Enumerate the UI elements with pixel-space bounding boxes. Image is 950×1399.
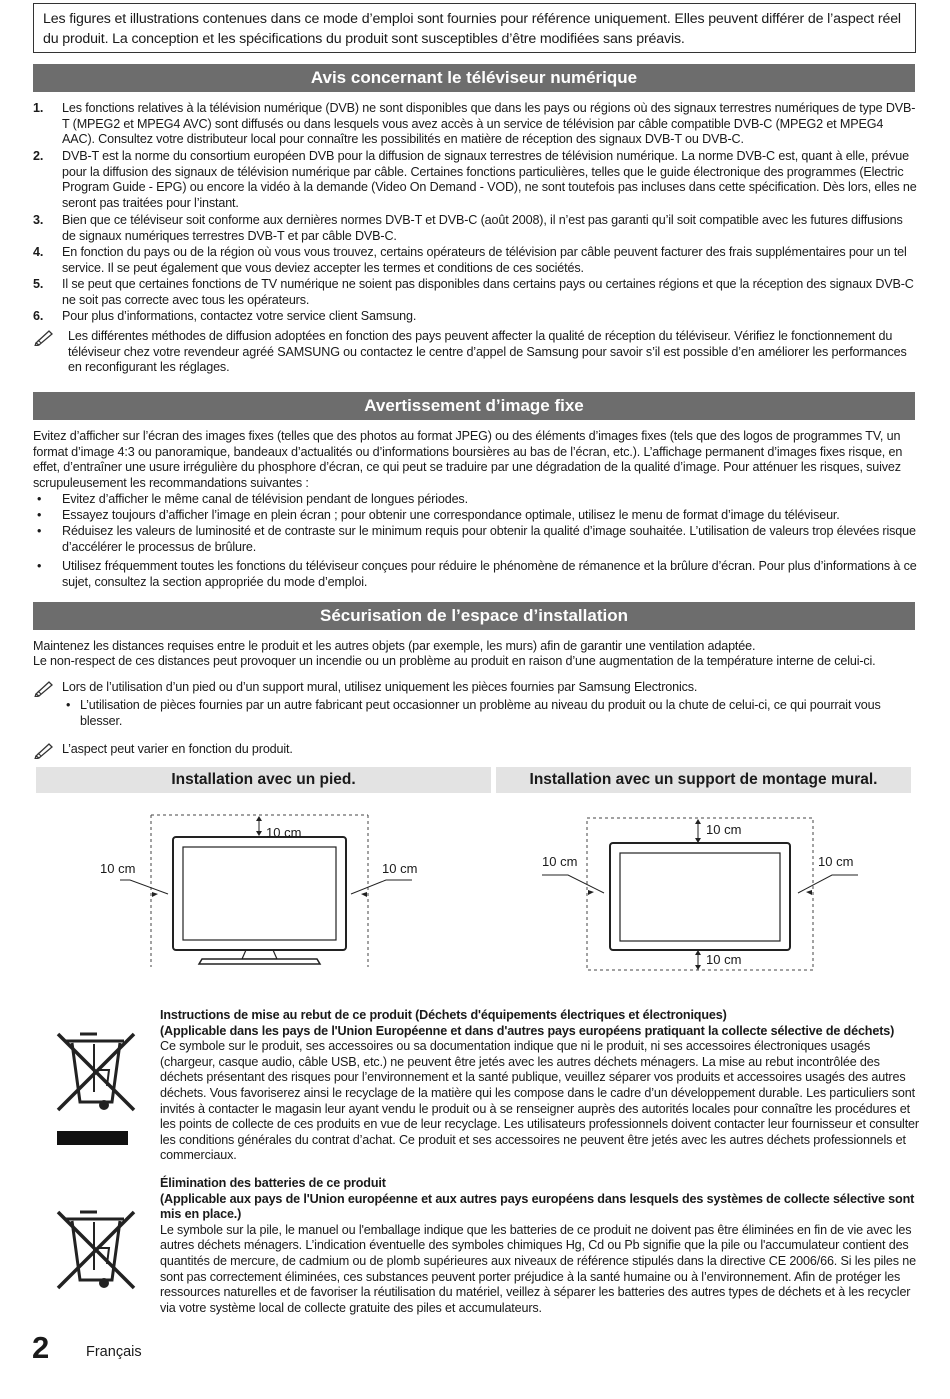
list-item	[33, 101, 917, 148]
wall-left-distance: 10 cm	[542, 854, 578, 869]
note-text: L’aspect peut varier en fonction du produit.	[62, 742, 293, 756]
list-item	[33, 277, 917, 308]
list-item	[33, 245, 917, 276]
battery-body: Le symbole sur la pile, le manuel ou l'emballage indique que les batteries de ce produit ne doivent pas être éliminées en fin de vie avec les autres déchets ménagers. L’indication éventuelle des symboles chimiques Hg, Cd ou Pb signifie que la pile ou l'accumulateur contient des quantités de mercure, de cadmium ou de plomb supérieures aux niveaux de référence stipulés dans la directive CE 2006/66. Si les piles ne sont pas correctement éliminées, ces substances peuvent porter préjudice à la santé humaine ou à l’environnement. Afin de protéger les ressources naturelles et de favoriser la réutilisation du matériel, veillez à séparer les batteries des autres types de déchets et à les recycler via votre système local de collecte gratuite des piles et accumulateurs.	[160, 1222, 916, 1315]
wall-top-distance: 10 cm	[706, 822, 742, 837]
item-number: 3.	[33, 213, 44, 227]
item-text: Les fonctions relatives à la télévision numérique (DVB) ne sont disponibles que dans les pays ou régions où des signaux terrestres numériques de type DVB-T (MPEG2 et MPEG4 AVC) sont diffusés ou dans lesquels vous avez accès à un service de télévision par câble compatible DVB-C (MPEG2 et MPEG4 AAC). Consultez votre distributeur local pour connaître les possibilités en matière de réception des signaux DVB-T ou DVB-C.	[62, 101, 916, 147]
stand-left-distance: 10 cm	[100, 861, 136, 876]
bullet: •	[37, 508, 42, 522]
stand-top-distance: 10 cm	[266, 825, 302, 840]
battery-section	[160, 1176, 920, 1316]
item-text: Essayez toujours d’afficher l’image en plein écran ; pour obtenir une correspondance optimale, utilisez le menu de format d’image du téléviseur.	[62, 508, 840, 522]
crossed-out-bin-icon	[52, 1022, 142, 1148]
still-image-intro: Evitez d’afficher sur l’écran des images fixes (telles que des photos au format JPEG) ou des éléments d’images fixes (tels que des logos de programmes TV, un format d’image 4:3 ou panoramique, bandeaux d’actualités ou d’informations boursières au bas de l’écran, etc.). L’affichage permanent d’images fixes risque, en effet, d’entraîner une usure irrégulière du phosphore d’écran, ce qui peut se traduire par une dégradation de la qualité d’image. Pour atténuer les risques, suivez scrupuleusement les recommandations suivantes :	[33, 429, 903, 490]
item-text: Bien que ce téléviseur soit conforme aux dernières normes DVB-T et DVB-C (août 2008), il n’est pas garanti qu’il soit compatible avec les futures diffusions de signaux numériques terrestres DVB-T et par câble DVB-C.	[62, 213, 903, 243]
stand-installation-title: Installation avec un pied.	[36, 767, 491, 793]
wall-right-distance: 10 cm	[818, 854, 854, 869]
item-text: Pour plus d’informations, contactez votre service client Samsung.	[62, 309, 417, 323]
list-item	[33, 559, 917, 590]
item-number: 5.	[33, 277, 44, 291]
list-item	[33, 149, 917, 211]
section-title-installation: Sécurisation de l’espace d’installation	[33, 602, 915, 630]
bullet: •	[37, 559, 42, 573]
wall-bottom-distance: 10 cm	[706, 952, 742, 967]
bullet: •	[66, 698, 71, 712]
item-text: DVB-T est la norme du consortium européen DVB pour la diffusion de signaux terrestres de télévision numérique. La norme DVB-C est, quant à elle, prévue pour la diffusion des signaux de télévision numérique par câble. Certaines fonctions particulières, telles que le guide électronique des programmes (Electric Program Guide - EPG) ou encore la vidéo à la demande (Video On Demand - VOD), ne sont toutefois pas incluses dans cette spécification. Dès lors, elles ne seront pas traitées pour l’instant.	[62, 149, 917, 210]
weee-title: Instructions de mise au rebut de ce produit (Déchets d'équipements électriques et électroniques)	[160, 1008, 727, 1022]
weee-body: Ce symbole sur le produit, ses accessoires ou sa documentation indique que ni le produit, ni ses accessoires électroniques usagés (chargeur, casque audio, câble USB, etc.) ne peuvent être jetés avec les autres déchets ménagers. La mise au rebut incontrôlée des déchets présentant des risques pour l’environnement et la santé publique, veuillez séparer vos produits et accessoires usagés des autres déchets. Vous favoriserez ainsi le recyclage de la matière qui les compose dans le cadre d’un développement durable. Les particuliers sont invités à contacter le magasin leur ayant vendu le produit ou à se renseigner auprès des autorités locales pour connaître les procédures et les points de collecte de ces produits en vue de leur recyclage. Les utilisateurs professionnels doivent contacter leur fournisseur et consulter les conditions générales du contrat d’achat. Ce produit et ses accessoires ne peuvent être jetés avec les autres déchets professionnels et commerciaux.	[160, 1039, 919, 1163]
item-number: 2.	[33, 149, 44, 163]
list-item	[33, 492, 917, 508]
item-text: En fonction du pays ou de la région où vous vous trouvez, certains opérateurs de télévision par câble peuvent facturer des frais supplémentaires pour un tel service. Il se peut également que vous deviez accepter les termes et conditions de ces sociétés.	[62, 245, 907, 275]
pencil-note-icon	[33, 679, 57, 697]
note	[33, 329, 917, 376]
item-number: 4.	[33, 245, 44, 259]
battery-subtitle: (Applicable aux pays de l'Union européenne et aux autres pays européens dans lesquels des systèmes de collecte sélective sont mis en place.)	[160, 1191, 915, 1222]
item-text: Réduisez les valeurs de luminosité et de contraste sur le minimum requis pour obtenir la qualité d’image souhaitée. L’utilisation de valeurs trop élevées risque d’accélérer le processus de brûlure.	[62, 524, 916, 554]
installation-paragraph-2: Le non-respect de ces distances peut provoquer un incendie ou un problème au produit en raison d’une augmentation de la température interne de celui-ci.	[33, 654, 876, 668]
bullet: •	[37, 492, 42, 506]
weee-section	[160, 1008, 920, 1164]
wall-installation-diagram	[540, 815, 860, 975]
installation-paragraph-1: Maintenez les distances requises entre le produit et les autres objets (par exemple, les murs) afin de garantir une ventilation adaptée.	[33, 639, 756, 653]
bullet: •	[37, 524, 42, 538]
list-item	[33, 508, 917, 524]
pencil-note-icon	[33, 328, 57, 346]
list-item	[62, 698, 902, 729]
wall-installation-title: Installation avec un support de montage mural.	[496, 767, 911, 793]
weee-subtitle: (Applicable dans les pays de l'Union Européenne et dans d'autres pays européens pratiquant la collecte sélective de déchets)	[160, 1023, 895, 1038]
pencil-note-icon	[33, 741, 57, 759]
disclaimer-box: Les figures et illustrations contenues dans ce mode d’emploi sont fournies pour référence uniquement. Elles peuvent différer de l’aspect réel du produit. La conception et les spécifications du produit sont susceptibles d’être modifiées sans préavis.	[33, 3, 916, 53]
list-item	[33, 309, 917, 325]
item-number: 1.	[33, 101, 44, 115]
item-text: Evitez d’afficher le même canal de télévision pendant de longues périodes.	[62, 492, 468, 506]
section-title-digital-tv: Avis concernant le téléviseur numérique	[33, 64, 915, 92]
page-number: 2	[32, 1330, 50, 1365]
crossed-out-bin-battery-icon	[52, 1200, 142, 1300]
item-text: L’utilisation de pièces fournies par un autre fabricant peut occasionner un problème au niveau du produit ou la chute de celui-ci, ce qui pourrait vous blesser.	[80, 698, 881, 728]
list-item	[33, 524, 917, 555]
stand-right-distance: 10 cm	[382, 861, 418, 876]
note	[33, 680, 917, 696]
battery-title: Élimination des batteries de ce produit	[160, 1176, 386, 1190]
list-item	[33, 213, 917, 244]
page-language: Français	[86, 1344, 142, 1360]
item-number: 6.	[33, 309, 44, 323]
item-text: Il se peut que certaines fonctions de TV numérique ne soient pas disponibles dans certains pays ou certaines régions et que la réception des signaux DVB-C ne soit pas correcte avec tous les opérateurs.	[62, 277, 914, 307]
note	[33, 742, 917, 758]
note-text: Les différentes méthodes de diffusion adoptées en fonction des pays peuvent affecter la qualité de réception du téléviseur. Vérifiez le fonctionnement du téléviseur chez votre revendeur agréé SAMSUNG ou contactez le centre d’appel de Samsung pour savoir s’il est possible d’en améliorer les performances en reconfigurant les réglages.	[68, 329, 907, 375]
item-text: Utilisez fréquemment toutes les fonctions du téléviseur conçues pour réduire le phénomène de rémanence et la brûlure d’écran. Pour plus d’informations à ce sujet, consultez la section appropriée du mode d’emploi.	[62, 559, 917, 589]
section-title-still-image: Avertissement d’image fixe	[33, 392, 915, 420]
note-text: Lors de l’utilisation d’un pied ou d’un support mural, utilisez uniquement les pièces fournies par Samsung Electronics.	[62, 680, 698, 694]
